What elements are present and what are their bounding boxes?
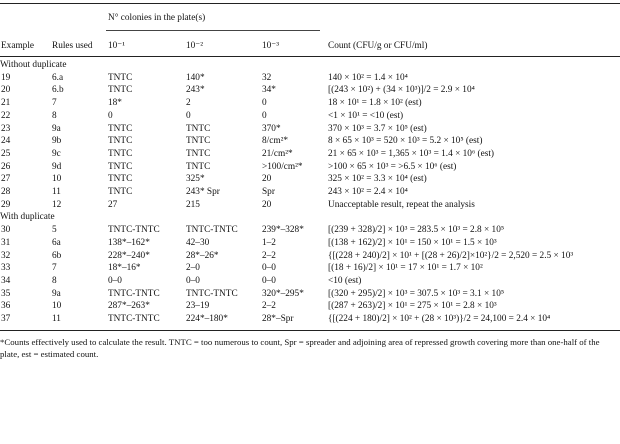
count-cell: 243 × 10² = 2.4 × 10⁴ bbox=[328, 187, 408, 197]
example-cell: 35 bbox=[1, 288, 11, 299]
dilution-3-cell: >100/cm²* bbox=[262, 161, 303, 172]
dilution-1-cell: 228*–240* bbox=[108, 250, 150, 261]
count-cell: {[(228 + 240)/2] × 10¹ + [(28 + 26)/2]×10²}/2 = 2,520 = 2.5 × 10³ bbox=[328, 250, 574, 261]
count-cell: {[(224 + 180)/2] × 10² + (28 × 10³)}/2 = 24,100 = 2.4 × 10⁴ bbox=[328, 314, 551, 324]
footnote: *Counts effectively used to calculate the result. TNTC = too numerous to count, Spr = spreader and adjoining area of repressed growth covering more than one-half of the plate, est = estimated count. bbox=[0, 336, 600, 359]
dilution-2-cell: TNTC bbox=[186, 148, 211, 159]
dilution-1-cell: TNTC bbox=[108, 72, 133, 83]
section-title: Without duplicate bbox=[0, 60, 67, 70]
dilution-3-cell: 239*–328* bbox=[262, 225, 304, 236]
rule-cell: 7 bbox=[52, 98, 57, 109]
dilution-1-cell: TNTC bbox=[108, 85, 133, 96]
rule-cell: 8 bbox=[52, 110, 57, 121]
col-header-rules: Rules used bbox=[52, 41, 93, 51]
dilution-3-cell: 370* bbox=[262, 123, 281, 134]
rule-cell: 6a bbox=[52, 237, 61, 248]
dilution-3-cell: 2–2 bbox=[262, 250, 276, 261]
rule-cell: 7 bbox=[52, 263, 57, 274]
example-cell: 21 bbox=[1, 98, 11, 109]
example-cell: 34 bbox=[1, 275, 11, 286]
dilution-1-cell: TNTC-TNTC bbox=[108, 314, 160, 324]
section-title: With duplicate bbox=[0, 212, 55, 223]
dilution-1-cell: 138*–162* bbox=[108, 237, 150, 248]
dilution-2-cell: 215 bbox=[186, 199, 200, 210]
rule-cell: 11 bbox=[52, 314, 61, 324]
count-cell: [(320 + 295)/2] × 10³ = 307.5 × 10³ = 3.1 × 10⁵ bbox=[328, 288, 505, 299]
count-cell: [(239 + 328)/2] × 10³ = 283.5 × 10³ = 2.8 × 10⁵ bbox=[328, 225, 505, 236]
dilution-2-cell: 140* bbox=[186, 72, 205, 83]
dilution-2-cell: TNTC bbox=[186, 123, 211, 134]
plates-group-header: N° colonies in the plate(s) bbox=[108, 13, 206, 23]
rule-cell: 9d bbox=[52, 161, 62, 172]
example-cell: 30 bbox=[1, 225, 11, 236]
dilution-1-cell: TNTC bbox=[108, 174, 133, 185]
count-cell: >100 × 65 × 10³ = >6.5 × 10⁶ (est) bbox=[328, 161, 457, 172]
dilution-1-cell: 27 bbox=[108, 199, 118, 210]
count-cell: [(18 + 16)/2] × 10¹ = 17 × 10¹ = 1.7 × 10² bbox=[328, 263, 483, 274]
col-header-dilution-1: 10⁻¹ bbox=[108, 41, 125, 51]
dilution-2-cell: 2 bbox=[186, 98, 191, 109]
example-cell: 29 bbox=[1, 199, 11, 210]
count-cell: [(243 × 10²) + (34 × 10³)]/2 = 2.9 × 10⁴ bbox=[328, 85, 475, 96]
dilution-2-cell: 243* bbox=[186, 85, 205, 96]
dilution-2-cell: 23–19 bbox=[186, 301, 210, 312]
example-cell: 19 bbox=[1, 72, 11, 83]
dilution-2-cell: TNTC-TNTC bbox=[186, 225, 238, 236]
dilution-2-cell: 28*–26* bbox=[186, 250, 219, 261]
dilution-1-cell: TNTC bbox=[108, 136, 133, 147]
count-cell: 370 × 10³ = 3.7 × 10⁵ (est) bbox=[328, 123, 427, 134]
count-cell: 21 × 65 × 10³ = 1,365 × 10³ = 1.4 × 10⁶ (est) bbox=[328, 148, 495, 159]
dilution-2-cell: 2–0 bbox=[186, 263, 200, 274]
dilution-3-cell: 20 bbox=[262, 199, 272, 210]
dilution-3-cell: 0 bbox=[262, 98, 267, 109]
dilution-1-cell: TNTC-TNTC bbox=[108, 288, 160, 299]
dilution-1-cell: 18* bbox=[108, 98, 122, 109]
rule-cell: 8 bbox=[52, 275, 57, 286]
dilution-3-cell: 0–0 bbox=[262, 275, 276, 286]
count-cell: 325 × 10² = 3.3 × 10⁴ (est) bbox=[328, 174, 427, 185]
example-cell: 23 bbox=[1, 123, 11, 134]
example-cell: 27 bbox=[1, 174, 11, 185]
col-header-dilution-3: 10⁻³ bbox=[262, 41, 279, 51]
col-header-count: Count (CFU/g or CFU/ml) bbox=[328, 41, 428, 51]
rule-cell: 11 bbox=[52, 187, 61, 197]
rule-cell: 6.a bbox=[52, 72, 64, 83]
rule-cell: 5 bbox=[52, 225, 57, 236]
dilution-3-cell: 20 bbox=[262, 174, 272, 185]
dilution-3-cell: 8/cm²* bbox=[262, 136, 289, 147]
rule-cell: 12 bbox=[52, 199, 62, 210]
example-cell: 24 bbox=[1, 136, 11, 147]
count-cell: 140 × 10² = 1.4 × 10⁴ bbox=[328, 72, 408, 83]
dilution-3-cell: 1–2 bbox=[262, 237, 276, 248]
rule-cell: 10 bbox=[52, 301, 62, 312]
dilution-1-cell: TNTC bbox=[108, 187, 133, 197]
dilution-2-cell: 224*–180* bbox=[186, 314, 228, 324]
dilution-1-cell: 287*–263* bbox=[108, 301, 150, 312]
example-cell: 32 bbox=[1, 250, 11, 261]
count-cell: [(287 + 263)/2] × 10¹ = 275 × 10¹ = 2.8 × 10³ bbox=[328, 301, 497, 312]
dilution-3-cell: 32 bbox=[262, 72, 272, 83]
dilution-1-cell: TNTC bbox=[108, 148, 133, 159]
count-cell: 8 × 65 × 10³ = 520 × 10³ = 5.2 × 10⁵ (est) bbox=[328, 136, 483, 147]
count-cell: [(138 + 162)/2] × 10¹ = 150 × 10¹ = 1.5 × 10³ bbox=[328, 237, 497, 248]
dilution-3-cell: 320*–295* bbox=[262, 288, 304, 299]
dilution-3-cell: 2–2 bbox=[262, 301, 276, 312]
dilution-3-cell: 28*–Spr bbox=[262, 314, 294, 324]
dilution-2-cell: TNTC bbox=[186, 136, 211, 147]
dilution-2-cell: 0 bbox=[186, 110, 191, 121]
example-cell: 33 bbox=[1, 263, 11, 274]
example-cell: 22 bbox=[1, 110, 11, 121]
col-header-example: Example bbox=[1, 41, 35, 51]
col-header-dilution-2: 10⁻² bbox=[186, 41, 203, 51]
example-cell: 25 bbox=[1, 148, 11, 159]
dilution-1-cell: TNTC-TNTC bbox=[108, 225, 160, 236]
bottom-rule bbox=[0, 330, 620, 331]
dilution-3-cell: 21/cm²* bbox=[262, 148, 293, 159]
dilution-1-cell: TNTC bbox=[108, 161, 133, 172]
dilution-1-cell: TNTC bbox=[108, 123, 133, 134]
count-cell: 18 × 10¹ = 1.8 × 10² (est) bbox=[328, 98, 422, 109]
example-cell: 26 bbox=[1, 161, 11, 172]
example-cell: 28 bbox=[1, 187, 11, 197]
dilution-1-cell: 18*–16* bbox=[108, 263, 141, 274]
count-cell: Unacceptable result, repeat the analysis bbox=[328, 199, 475, 210]
dilution-2-cell: 243* Spr bbox=[186, 187, 220, 197]
dilution-3-cell: 0–0 bbox=[262, 263, 276, 274]
dilution-2-cell: 0–0 bbox=[186, 275, 200, 286]
example-cell: 20 bbox=[1, 85, 11, 96]
rule-cell: 9a bbox=[52, 288, 61, 299]
header-rule bbox=[0, 56, 620, 57]
dilution-3-cell: 0 bbox=[262, 110, 267, 121]
example-cell: 36 bbox=[1, 301, 11, 312]
rule-cell: 9a bbox=[52, 123, 61, 134]
dilution-2-cell: 42–30 bbox=[186, 237, 210, 248]
dilution-3-cell: 34* bbox=[262, 85, 276, 96]
dilution-1-cell: 0–0 bbox=[108, 275, 122, 286]
top-rule bbox=[0, 3, 620, 4]
rule-cell: 10 bbox=[52, 174, 62, 185]
count-cell: <10 (est) bbox=[328, 275, 362, 286]
dilution-2-cell: TNTC-TNTC bbox=[186, 288, 238, 299]
count-cell: <1 × 10¹ = <10 (est) bbox=[328, 110, 404, 121]
dilution-3-cell: Spr bbox=[262, 187, 275, 197]
dilution-2-cell: 325* bbox=[186, 174, 205, 185]
dilution-1-cell: 0 bbox=[108, 110, 113, 121]
rule-cell: 6b bbox=[52, 250, 62, 261]
rule-cell: 9b bbox=[52, 136, 62, 147]
group-header-underline bbox=[106, 30, 320, 31]
rule-cell: 6.b bbox=[52, 85, 64, 96]
rule-cell: 9c bbox=[52, 148, 61, 159]
dilution-2-cell: TNTC bbox=[186, 161, 211, 172]
example-cell: 31 bbox=[1, 237, 11, 248]
example-cell: 37 bbox=[1, 314, 11, 324]
